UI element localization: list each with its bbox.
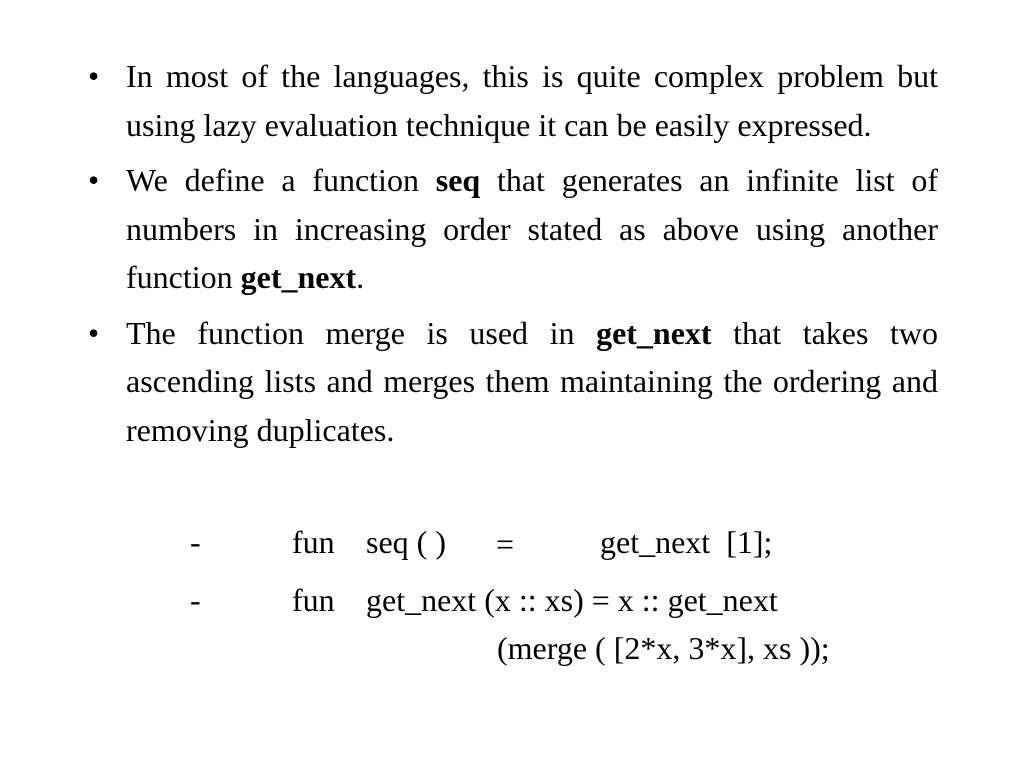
bullet-2-text-a: We define a function — [126, 162, 436, 198]
bullet-text-3 — [126, 315, 938, 448]
bullet-1-text: In most of the languages, this is quite complex problem but using lazy evaluation technique it can be easily expressed. — [126, 58, 938, 143]
bullet-text-1 — [126, 58, 938, 143]
function-name-get-next: get_next — [596, 314, 712, 351]
function-name-seq: seq — [435, 162, 481, 198]
code-line-2-keyword: fun — [292, 582, 335, 618]
bullet-2-text-b: that generates an infinite list of numbers in increasing order stated as above using another function — [126, 162, 939, 295]
bullet-icon: • — [88, 58, 100, 94]
bullet-item-2 — [88, 156, 938, 302]
bullet-text-2 — [126, 162, 938, 295]
code-line-1-keyword: fun — [292, 524, 335, 560]
code-line-1-signature: seq ( ) — [366, 524, 446, 560]
code-line-3-body: (merge ( [2*x, 3*x], xs )); — [497, 630, 830, 666]
bullet-2-text-c: . — [356, 259, 365, 295]
bullet-item-3 — [88, 309, 938, 455]
bullet-icon: • — [88, 314, 100, 351]
code-line-1-dash: - — [190, 524, 201, 560]
bullet-icon: • — [88, 162, 100, 198]
bullet-item-1 — [88, 52, 938, 149]
bullet-3-text-b: that takes two ascending lists and merges them maintaining the ordering and removing duplicates. — [126, 314, 939, 448]
function-name-get-next: get_next — [240, 259, 357, 295]
code-line-1-body: get_next [1]; — [600, 524, 773, 560]
bullet-list — [88, 52, 938, 461]
bullet-3-text-a: The function merge is used in — [126, 314, 597, 351]
code-line-2-dash: - — [190, 582, 201, 618]
code-line-1-equals: = — [496, 526, 515, 562]
code-line-2-signature: get_next (x :: xs) = x :: get_next — [366, 582, 778, 618]
